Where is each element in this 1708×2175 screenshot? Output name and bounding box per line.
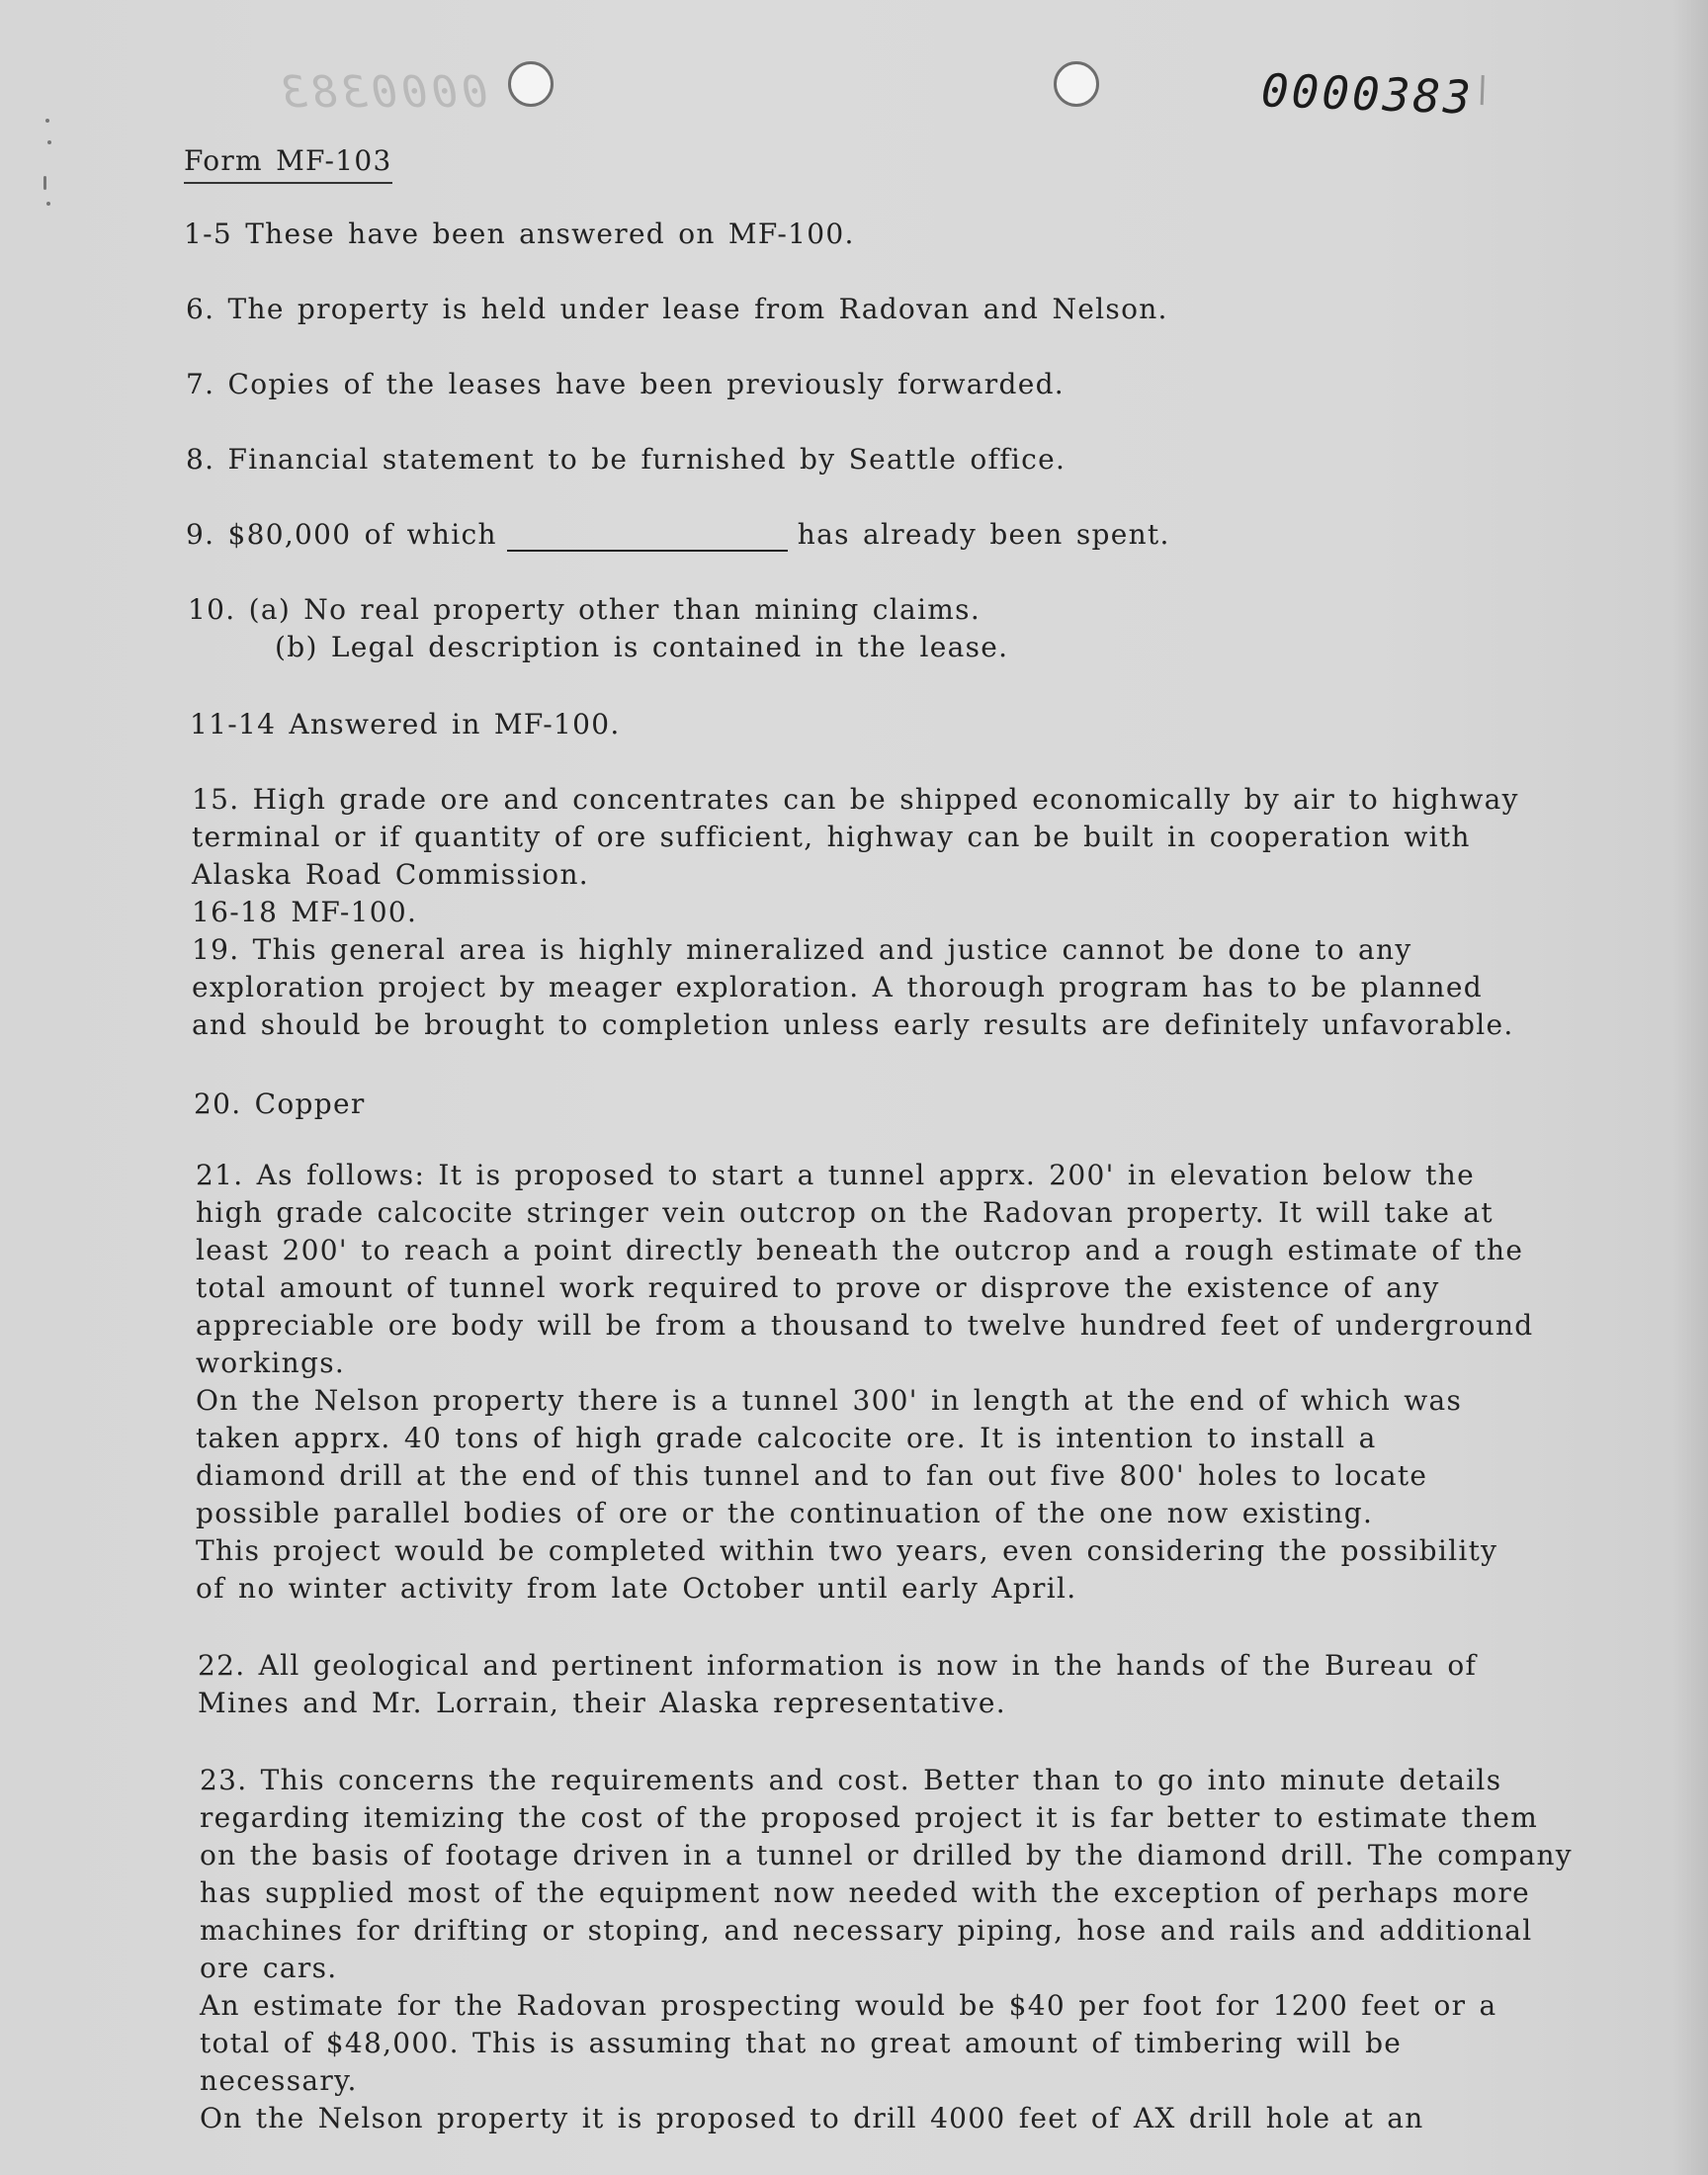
answer-11-14: 11-14 Answered in MF-100. <box>190 708 621 740</box>
answer-9-text: 9. $80,000 of which <box>186 518 497 551</box>
answer-23-line-5: machines for drifting or stoping, and necessary piping, hose and rails and additional <box>200 1914 1533 1947</box>
form-title: Form MF-103 <box>184 142 392 184</box>
answer-23-line-7: An estimate for the Radovan prospecting would be $40 per foot for 1200 feet or a <box>200 1989 1497 2022</box>
answer-21-line-1: 21. As follows: It is proposed to start a tunnel apprx. 200' in elevation below the <box>196 1159 1475 1191</box>
answer-23-line-8: total of $48,000. This is assuming that no great amount of timbering will be <box>200 2027 1403 2059</box>
answer-22-line-1: 22. All geological and pertinent information is now in the hands of the Bureau of <box>198 1649 1478 1682</box>
answer-23-line-1: 23. This concerns the requirements and cost. Better than to go into minute details <box>200 1764 1502 1796</box>
answer-15-line-3: Alaska Road Commission. <box>192 858 589 891</box>
answer-6: 6. The property is held under lease from Radovan and Nelson. <box>186 293 1168 325</box>
answer-19-line-1: 19. This general area is highly mineralized and justice cannot be done to any <box>192 933 1412 966</box>
answer-21-line-8: taken apprx. 40 tons of high grade calcocite ore. It is intention to install a <box>196 1422 1377 1454</box>
answer-1-5: 1-5 These have been answered on MF-100. <box>184 218 855 250</box>
answer-15-line-2: terminal or if quantity of ore sufficient, highway can be built in cooperation with <box>192 821 1471 853</box>
answer-23-line-10: On the Nelson property it is proposed to drill 4000 feet of AX drill hole at an <box>200 2102 1424 2134</box>
page-number: 0000383 <box>1260 63 1475 125</box>
answer-19-line-3: and should be brought to completion unless early results are definitely unfavorable. <box>192 1008 1514 1041</box>
answer-8: 8. Financial statement to be furnished by Seattle office. <box>186 443 1067 476</box>
punch-hole-right <box>1054 61 1099 107</box>
answer-16-18: 16-18 MF-100. <box>192 896 418 928</box>
answer-15-line-1: 15. High grade ore and concentrates can be shipped economically by air to highway <box>192 783 1519 816</box>
answer-21-line-7: On the Nelson property there is a tunnel 300' in length at the end of which was <box>196 1384 1463 1417</box>
answer-23-line-2: regarding itemizing the cost of the proposed project it is far better to estimate them <box>200 1801 1539 1834</box>
bleed-through-number: 0000383 <box>277 67 488 118</box>
answer-23-line-3: on the basis of footage driven in a tunnel or drilled by the diamond drill. The company <box>200 1839 1573 1871</box>
answer-21-line-2: high grade calcocite stringer vein outcrop on the Radovan property. It will take at <box>196 1196 1494 1229</box>
answer-9 <box>186 516 1170 554</box>
punch-hole-left <box>508 61 554 107</box>
answer-10a: 10. (a) No real property other than mining claims. <box>188 593 982 626</box>
answer-21-line-10: possible parallel bodies of ore or the continuation of the one now existing. <box>196 1497 1374 1529</box>
answer-21-line-3: least 200' to reach a point directly beneath the outcrop and a rough estimate of the <box>196 1234 1524 1266</box>
answer-21-line-5: appreciable ore body will be from a thousand to twelve hundred feet of underground <box>196 1309 1534 1342</box>
answer-23-line-6: ore cars. <box>200 1952 338 1984</box>
answer-23-line-9: necessary. <box>200 2064 358 2097</box>
answer-22-line-2: Mines and Mr. Lorrain, their Alaska representative. <box>198 1687 1006 1719</box>
answer-9-text-end: has already been spent. <box>797 518 1170 551</box>
answer-23-line-4: has supplied most of the equipment now needed with the exception of perhaps more <box>200 1876 1531 1909</box>
answer-21-line-12: of no winter activity from late October until early April. <box>196 1572 1077 1605</box>
answer-20: 20. Copper <box>194 1088 366 1120</box>
answer-9-blank-line <box>507 522 788 552</box>
answer-19-line-2: exploration project by meager exploration. A thorough program has to be planned <box>192 971 1483 1003</box>
answer-10b: (b) Legal description is contained in the lease. <box>275 631 1009 663</box>
answer-21-line-9: diamond drill at the end of this tunnel and to fan out five 800' holes to locate <box>196 1459 1428 1492</box>
answer-21-line-11: This project would be completed within two years, even considering the possibility <box>196 1534 1498 1567</box>
answer-21-line-6: workings. <box>196 1347 346 1379</box>
margin-mark <box>43 117 53 206</box>
answer-7: 7. Copies of the leases have been previously forwarded. <box>186 368 1065 400</box>
answer-21-line-4: total amount of tunnel work required to prove or disprove the existence of any <box>196 1271 1440 1304</box>
page-edge-shadow <box>1672 0 1708 2175</box>
